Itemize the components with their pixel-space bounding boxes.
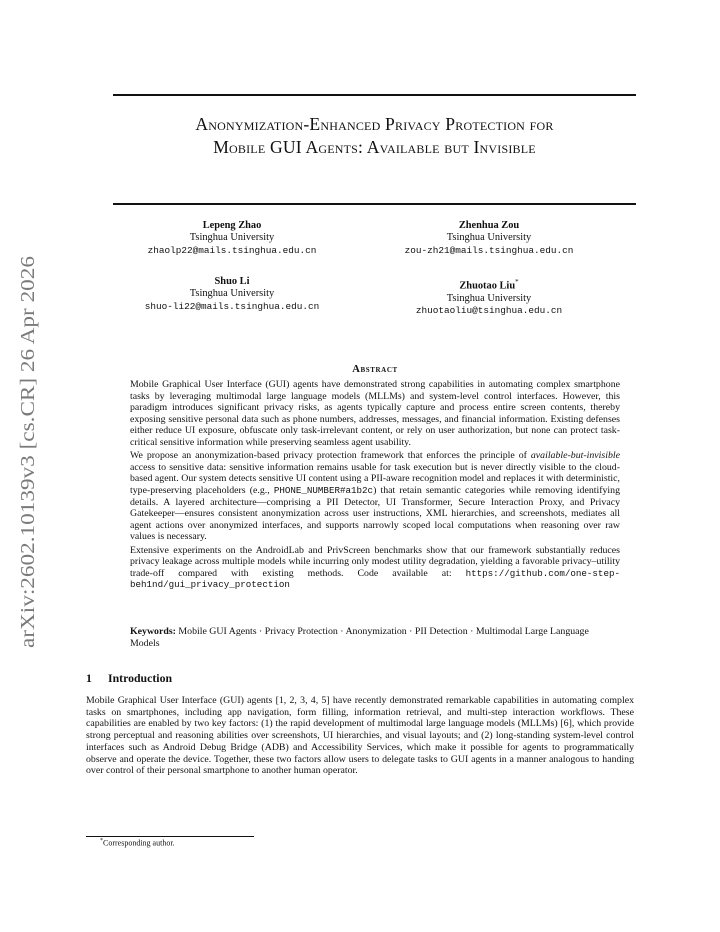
author-email[interactable]: zhaolp22@mails.tsinghua.edu.cn: [147, 244, 317, 256]
abstract-text: We propose an anonymization-based privacy protection framework that enforces the principle of: [130, 450, 531, 462]
author-affiliation: Tsinghua University: [189, 232, 275, 244]
author-name: Zhenhua Zou: [458, 220, 520, 231]
author-name: Lepeng Zhao: [202, 220, 262, 231]
title-rule-bottom: [113, 203, 636, 205]
abstract-text: Extensive experiments on the AndroidLab and PrivScreen benchmarks show that our framework substantially reduces privacy leakage across multiple models while incurring only modest utility degradation, yielding a favorable privacy–utility trade-off compared with existing methods. Code available at:: [130, 544, 620, 579]
keywords-text: Mobile GUI Agents · Privacy Protection · Anonymization · PII Detection · Multimodal Large Language Models: [130, 626, 589, 649]
author-email[interactable]: zhuotaoliu@tsinghua.edu.cn: [415, 305, 563, 317]
abstract-emphasis: available-but-invisible: [530, 450, 620, 462]
section-title: Introduction: [108, 671, 173, 685]
section-heading-introduction: [86, 671, 172, 686]
author-block-2: [374, 220, 604, 257]
footnote-mark: *: [100, 838, 103, 844]
abstract-paragraph-2: [130, 450, 620, 543]
author-block-1: [117, 220, 347, 257]
footnote-text: Corresponding author.: [103, 838, 175, 848]
arxiv-identifier-stamp: [4, 250, 46, 650]
abstract-paragraph-3: [130, 545, 620, 591]
abstract-paragraph-1: Mobile Graphical User Interface (GUI) agents have demonstrated strong capabilities in automating complex smartphone tasks by leveraging multimodal large language models (MLLMs) and system-level control interfaces. However, this paradigm introduces significant privacy risks, as agents typically capture and process entire screen contents, thereby exposing sensitive personal data such as phone numbers, addresses, messages, and financial information. Existing defenses either reduce UI exposure, obfuscate only task-irrelevant content, or rely on user authorization, but none can protect task-critical sensitive information while preserving seamless agent usability.: [130, 379, 620, 448]
author-block-4: [374, 276, 604, 318]
author-block-3: [117, 276, 347, 313]
author-affiliation: Tsinghua University: [189, 288, 275, 300]
author-name: Shuo Li: [214, 276, 250, 287]
corresponding-author-mark: *: [515, 278, 519, 286]
paper-title-line-1: Anonymization-Enhanced Privacy Protection for: [195, 114, 554, 134]
abstract-text: access to sensitive data: sensitive information remains usable for task execution but is never directly visible to the cloud-based agent. Our system detects sensitive UI content using a PII-aware recognition model and replaces it with deterministic, type-preserving placeholders (e.g.,: [130, 461, 620, 496]
code-repository-link[interactable]: https://github.com/one-step-beh1nd/gui_privacy_protection: [130, 567, 620, 591]
keywords-label: Keywords:: [130, 626, 176, 637]
abstract-body: [130, 379, 620, 592]
paper-title-line-2: Mobile GUI Agents: Available but Invisible: [213, 137, 536, 157]
author-email[interactable]: zou-zh21@mails.tsinghua.edu.cn: [404, 244, 574, 256]
paper-title: [113, 113, 636, 159]
footnote-rule: [86, 836, 254, 837]
author-affiliation: Tsinghua University: [446, 232, 532, 244]
author-name: Zhuotao Liu: [459, 280, 516, 292]
author-name-line: [374, 276, 604, 293]
arxiv-identifier-svg: [4, 250, 46, 650]
placeholder-example-code: PHONE_NUMBER#a1b2c: [273, 484, 374, 496]
keywords: [130, 626, 620, 649]
footnote: [100, 838, 175, 848]
author-email[interactable]: shuo-li22@mails.tsinghua.edu.cn: [144, 300, 320, 312]
author-affiliation: Tsinghua University: [446, 292, 532, 304]
introduction-paragraph: Mobile Graphical User Interface (GUI) agents [1, 2, 3, 4, 5] have recently demonstrated remarkable capabilities in automating complex tasks on smartphones, including app navigation, form filling, information retrieval, and multi-step interaction workflows. These capabilities are enabled by two key factors: (1) the rapid development of multimodal large language models (MLLMs) [6], which provide strong perceptual and reasoning abilities over screenshots, UI hierarchies, and visual layouts; and (2) long-standing system-level control interfaces such as Android Debug Bridge (ADB) and Accessibility Services, which make it possible for agents to programmatically observe and operate the device. Together, these two factors allow users to delegate tasks to GUI agents in a manner analogous to handing over control of their personal smartphone to another human operator.: [86, 695, 634, 777]
abstract-text: ) that retain semantic categories while removing identifying details. A layered architecture—comprising a PII Detector, UI Transformer, Secure Interaction Proxy, and Privacy Gatekeeper—ensures consistent anonymization across user instructions, XML hierarchies, and screenshots, mediates all agent actions over anonymized interfaces, and supports narrowly scoped local computations when reasoning over raw values is necessary.: [130, 484, 620, 543]
arxiv-identifier-text: arXiv:2602.10139v3 [cs.CR] 26 Apr 2026: [17, 301, 39, 648]
abstract-heading: Abstract: [352, 364, 398, 375]
title-rule-top: [113, 94, 636, 96]
section-number: 1: [86, 671, 92, 685]
